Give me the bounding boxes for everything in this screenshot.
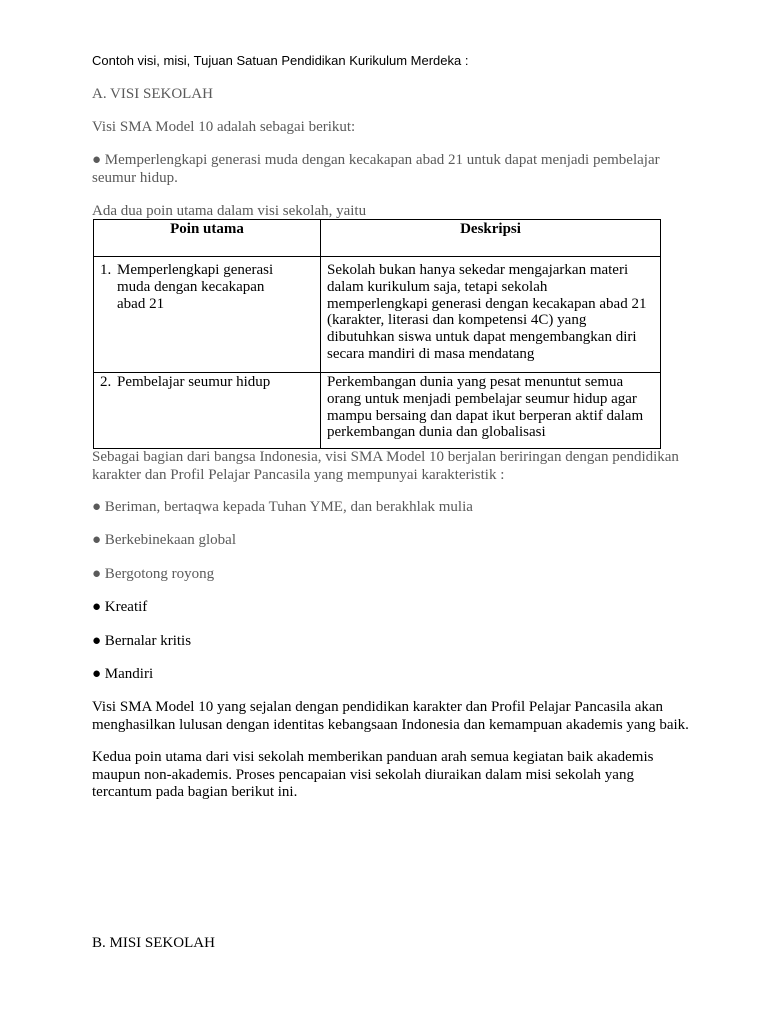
characteristic-item: ● Kreatif [92,599,148,615]
section-b-heading: B. MISI SEKOLAH [92,935,215,951]
characteristic-item: ● Mandiri [92,666,154,682]
closing-line: Kedua poin utama dari visi sekolah memberikan panduan arah semua kegiatan baik akademis [92,749,654,765]
table-row [94,373,661,449]
summary-line: menghasilkan lulusan dengan identitas kebangsaan Indonesia dan kemampuan akademis yang baik. [92,716,689,733]
point-text-line: Pembelajar seumur hidup [117,374,271,390]
document-title: Contoh visi, misi, Tujuan Satuan Pendidikan Kurikulum Merdeka : [92,53,469,68]
description-line: mampu bersaing dan dapat ikut berperan aktif dalam [327,407,644,424]
description-line: Sekolah bukan hanya sekedar mengajarkan materi [327,262,629,278]
characteristic-item: ● Bernalar kritis [92,633,192,649]
characteristic-item: ● Beriman, bertaqwa kepada Tuhan YME, dan berakhlak mulia [92,499,473,515]
section-a-heading: A. VISI SEKOLAH [92,86,213,102]
point-text-line: abad 21 [117,295,165,312]
description-line: dalam kurikulum saja, tetapi sekolah [327,278,548,295]
column-header-point: Poin utama [94,220,321,257]
closing-line: tercantum pada bagian berikut ini. [92,784,298,800]
summary-paragraph [92,699,689,734]
closing-paragraph [92,749,653,802]
character-intro-line: Sebagai bagian dari bangsa Indonesia, visi SMA Model 10 berjalan beriringan dengan pendidikan [92,449,679,465]
characteristic-item: ● Berkebinekaan global [92,532,237,548]
description-line: perkembangan dunia dan globalisasi [327,424,546,441]
vision-statement [92,152,660,187]
description-line: memperlengkapi generasi dengan kecakapan abad 21 [327,295,647,312]
table-row [94,257,661,373]
characteristic-item: ● Bergotong royong [92,566,215,582]
point-text-line: muda dengan kecakapan [117,278,265,295]
description-cell [321,373,661,449]
description-cell [321,257,661,373]
vision-statement-line: ● Memperlengkapi generasi muda dengan kecakapan abad 21 untuk dapat menjadi pembelajar [92,152,660,168]
column-header-description: Deskripsi [321,220,661,257]
description-line: secara mandiri di masa mendatang [327,345,535,362]
table-header-row [94,220,661,257]
point-number: 2. [100,374,112,390]
description-line: (karakter, literasi dan kompetensi 4C) yang [327,312,587,329]
vision-intro: Visi SMA Model 10 adalah sebagai berikut: [92,119,356,135]
closing-line: maupun non-akademis. Proses pencapaian visi sekolah diuraikan dalam misi sekolah yang [92,766,634,783]
character-intro [92,449,679,484]
description-line: dibutuhkan siswa untuk dapat mengembangkan diri [327,329,637,346]
summary-line: Visi SMA Model 10 yang sejalan dengan pendidikan karakter dan Profil Pelajar Pancasila akan [92,699,664,715]
description-line: orang untuk menjadi pembelajar seumur hidup agar [327,390,637,407]
point-number: 1. [100,262,112,278]
description-line: Perkembangan dunia yang pesat menuntut semua [327,374,624,390]
point-cell [94,257,321,373]
character-intro-line: karakter dan Profil Pelajar Pancasila yang mempunyai karakteristik : [92,466,505,483]
vision-points-table [93,219,661,449]
vision-statement-line: seumur hidup. [92,169,178,186]
point-text-line: Memperlengkapi generasi [117,262,274,278]
point-cell [94,373,321,449]
table-intro: Ada dua poin utama dalam visi sekolah, yaitu [92,203,367,219]
